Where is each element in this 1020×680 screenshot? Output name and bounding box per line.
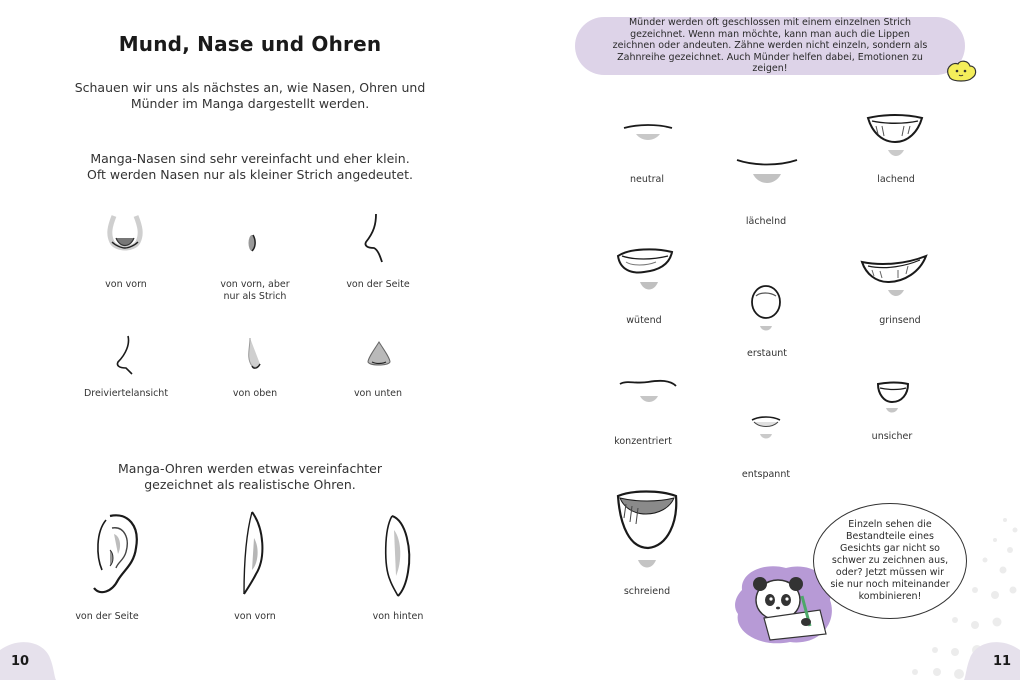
noses-line-1: Manga-Nasen sind sehr vereinfacht und eher klein. (90, 151, 410, 166)
caption-nose-front: von vorn (105, 279, 147, 290)
noses-text (60, 151, 440, 183)
mouth-screaming-sketch (612, 486, 684, 578)
caption-ear-front: von vorn (234, 611, 276, 622)
mouth-concentrated-sketch (616, 374, 680, 412)
nose-side-sketch (360, 210, 390, 264)
mouth-grinning-sketch (858, 252, 930, 304)
caption-nose-bottom: von unten (353, 388, 403, 399)
caption-mouth-neutral: neutral (630, 174, 664, 185)
nose-three-quarter-sketch (112, 334, 138, 376)
caption-mouth-concentrated: konzentriert (614, 436, 672, 447)
ears-line-2: gezeichnet als realistische Ohren. (144, 477, 356, 492)
nose-line-sketch (240, 228, 264, 258)
caption-ear-side: von der Seite (75, 611, 139, 622)
nose-front-sketch (100, 208, 150, 258)
caption-mouth-grinning: grinsend (879, 315, 921, 326)
speech-bubble-bottom-text: Einzeln sehen die Bestandteile eines Gesichts gar nicht so schwer zu zeichnen aus, oder? Jetzt müssen wir sie nur noch miteinander kombinieren! (830, 519, 950, 602)
caption-mouth-unsure: unsicher (871, 431, 913, 442)
mouth-laughing-sketch (864, 110, 926, 164)
caption-mouth-smiling: lächelnd (745, 216, 787, 227)
intro-line-2: Münder im Manga dargestellt werden. (130, 96, 370, 111)
mascot-icon (944, 58, 978, 84)
speech-bubble-top (575, 17, 965, 75)
caption-mouth-laughing: lachend (877, 174, 915, 185)
page-number-left: 10 (11, 654, 30, 669)
caption-mouth-astonished: erstaunt (746, 348, 787, 359)
ear-back-sketch (378, 510, 418, 600)
speech-bubble-top-text: Münder werden oft geschlossen mit einem einzelnen Strich gezeichnet. Wenn man möchte, kann man auch die Lippen zeichnen oder andeuten. Zähne werden nicht einzeln, sondern als Zahnreihe gezeichnet. Auch Münder helfen dabei, Emotionen zu zeigen! (612, 17, 928, 75)
caption-nose-top: von oben (232, 388, 278, 399)
mouth-astonished-sketch (746, 282, 786, 338)
nose-bottom-sketch (364, 338, 394, 370)
intro-text (60, 80, 440, 112)
nose-top-sketch (240, 334, 268, 374)
caption-mouth-relaxed: entspannt (741, 469, 791, 480)
ears-line-1: Manga-Ohren werden etwas vereinfachter (118, 461, 382, 476)
speech-bubble-bottom (813, 503, 967, 619)
mouth-angry-sketch (612, 244, 678, 300)
caption-mouth-screaming: schreiend (623, 586, 671, 597)
ears-text (60, 461, 440, 493)
caption-mouth-angry: wütend (626, 315, 662, 326)
mouth-unsure-sketch (872, 376, 914, 420)
ear-front-sketch (234, 508, 274, 598)
caption-nose-line (205, 279, 305, 303)
caption-nose-three-quarter: Dreiviertelansicht (83, 388, 169, 399)
ear-side-sketch (88, 510, 144, 600)
caption-nose-side: von der Seite (346, 279, 410, 290)
caption-nose-line-2: nur als Strich (223, 291, 287, 302)
noses-line-2: Oft werden Nasen nur als kleiner Strich angedeutet. (87, 167, 413, 182)
caption-nose-line-1: von vorn, aber (220, 279, 290, 290)
mouth-relaxed-sketch (748, 410, 784, 444)
page-number-right: 11 (993, 654, 1012, 669)
mouth-neutral-sketch (620, 118, 676, 150)
page-title: Mund, Nase und Ohren (118, 32, 382, 56)
caption-ear-back: von hinten (372, 611, 424, 622)
intro-line-1: Schauen wir uns als nächstes an, wie Nasen, Ohren und (74, 80, 426, 95)
mouth-smiling-sketch (733, 150, 801, 190)
